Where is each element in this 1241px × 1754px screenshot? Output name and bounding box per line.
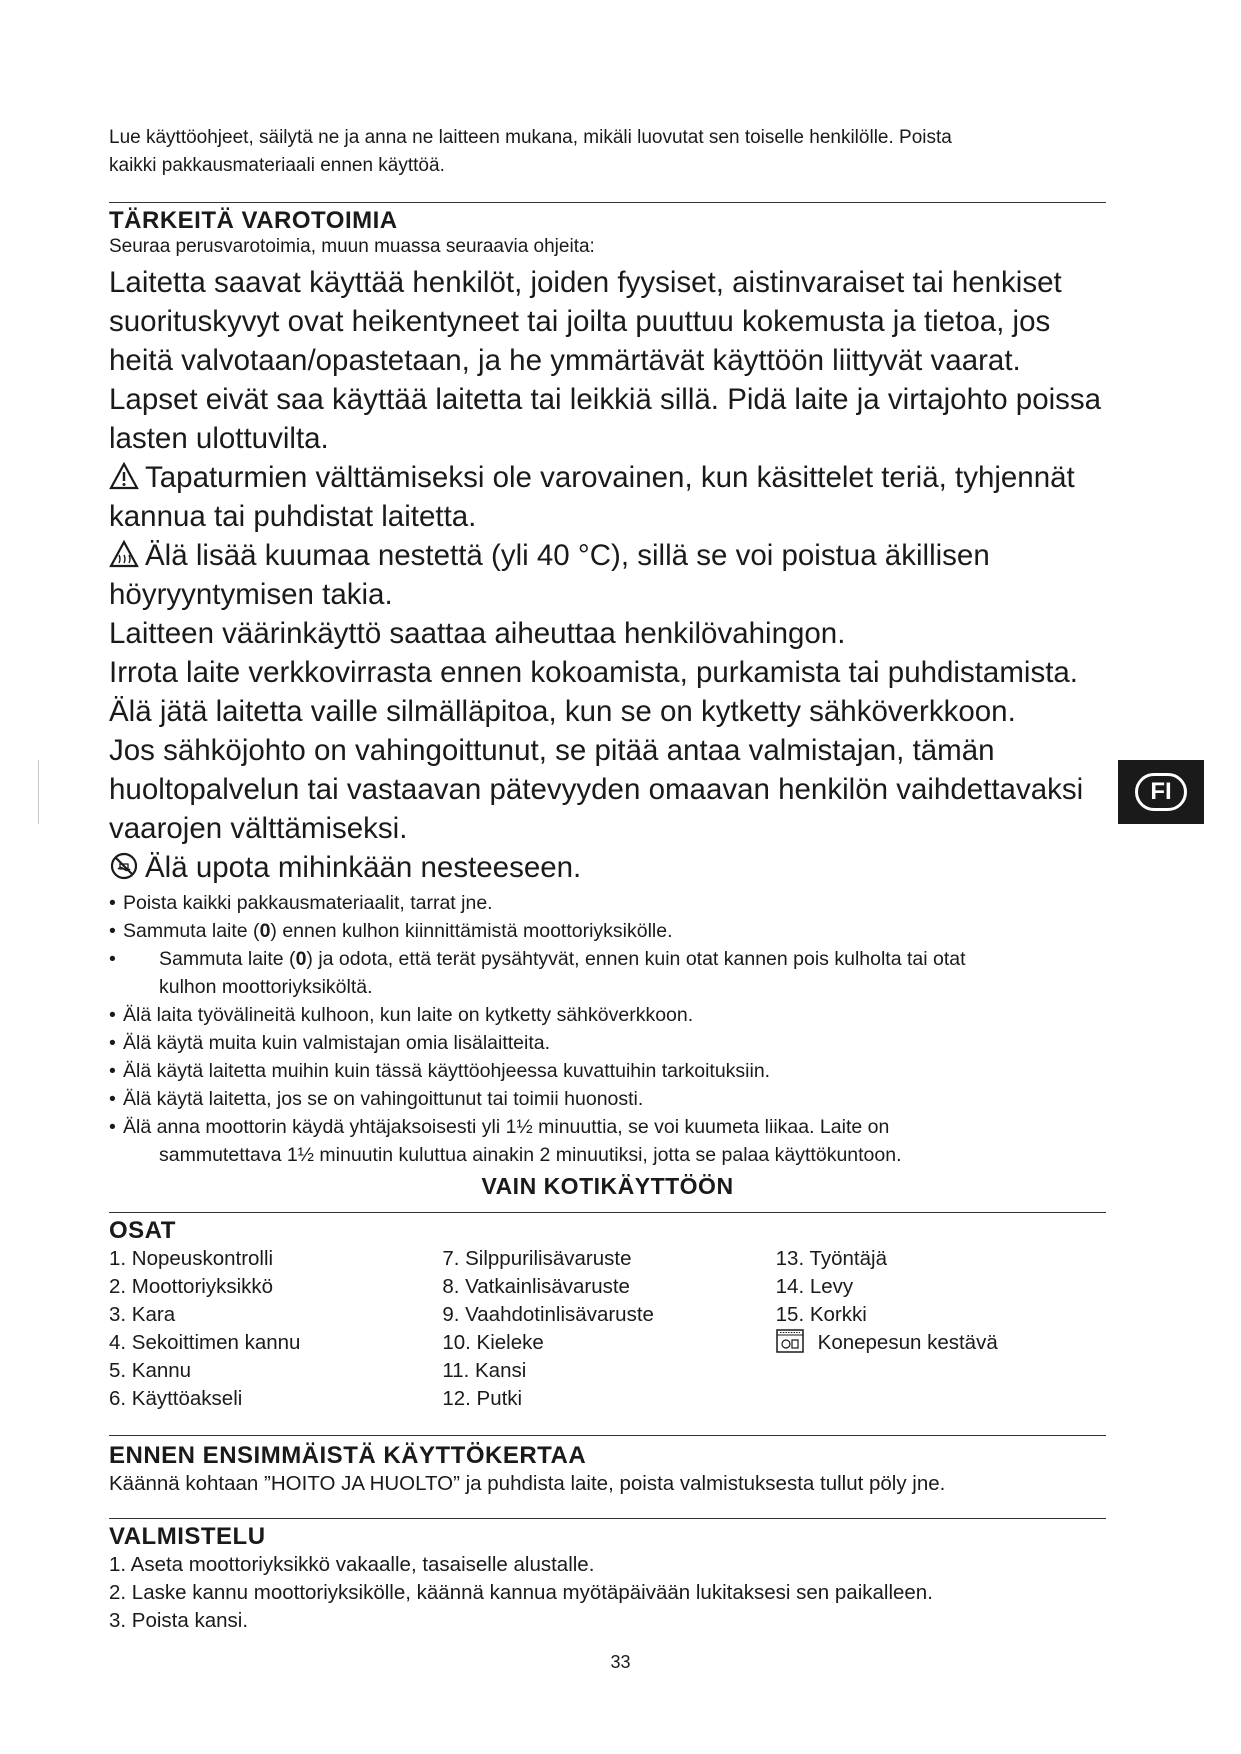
language-tab-badge	[1118, 760, 1204, 824]
safety-paragraph-1: Laitetta saavat käyttää henkilöt, joiden fyysiset, aistinvaraiset tai henkiset suorituskyvyt ovat heikentyneet tai joilta puuttuu kokemusta ja tietoa, jos heitä valvotaan/opastetaan, ja he ymmärtävät käyttöön liittyvät vaarat. Lapset eivät saa käyttää laitetta tai leikkiä sillä. Pidä laite ja virtajohto poissa lasten ulottuvilta.	[109, 266, 1102, 455]
divider	[109, 1212, 1106, 1213]
language-code: FI	[1135, 773, 1187, 811]
list-item: 10. Kieleke	[442, 1331, 544, 1354]
warning-triangle-icon	[109, 461, 139, 489]
safety-bullet-list	[109, 889, 1109, 1169]
preparation-step-1: 1. Aseta moottoriyksikkö vakaalle, tasaiselle alustalle.	[109, 1553, 595, 1576]
list-item: 8. Vatkainlisävaruste	[442, 1275, 630, 1298]
divider	[109, 1435, 1106, 1436]
intro-line-2: kaikki pakkausmateriaali ennen käyttöä.	[109, 155, 445, 176]
divider	[109, 202, 1106, 203]
divider	[109, 1518, 1106, 1519]
list-item: • Poista kaikki pakkausmateriaalit, tarrat jne.	[109, 889, 1109, 917]
list-item: 6. Käyttöakseli	[109, 1387, 243, 1410]
safety-paragraph-8	[109, 848, 1109, 887]
safety-paragraph-5: Irrota laite verkkovirrasta ennen kokoamista, purkamista tai puhdistamista.	[109, 656, 1079, 689]
list-item: • Sammuta laite (0) ennen kulhon kiinnittämistä moottoriyksikölle.	[109, 917, 1109, 945]
parts-column-3	[776, 1245, 1109, 1413]
intro-line-1: Lue käyttöohjeet, säilytä ne ja anna ne laitteen mukana, mikäli luovutat sen toiselle henkilölle. Poista	[109, 127, 952, 148]
parts-column-1	[109, 1245, 442, 1413]
list-item: 9. Vaahdotinlisävaruste	[442, 1303, 654, 1326]
hot-liquid-warning-icon	[109, 539, 139, 567]
list-item: 1. Nopeuskontrolli	[109, 1247, 274, 1270]
no-immersion-icon	[109, 851, 139, 879]
parts-column-2	[442, 1245, 775, 1413]
safety-paragraph-3-text: Älä lisää kuumaa nestettä (yli 40 °C), sillä se voi poistua äkillisen höyryyntymisen takia.	[109, 539, 990, 611]
list-item: 4. Sekoittimen kannu	[109, 1331, 301, 1354]
list-item: 3. Kara	[109, 1303, 176, 1326]
safety-paragraph-3	[109, 536, 1109, 614]
list-item: 2. Moottoriyksikkö	[109, 1275, 274, 1298]
list-item: • Älä käytä laitetta, jos se on vahingoittunut tai toimii huonosti.	[109, 1085, 1109, 1113]
list-item: Konepesun kestävä	[776, 1329, 1109, 1361]
list-item: • Sammuta laite (0) ja odota, että terät pysähtyvät, ennen kuin otat kannen pois kulholta tai otat kulhon moottoriyksiköltä.	[109, 945, 1109, 1001]
list-item: • Älä anna moottorin käydä yhtäjaksoisesti yli 1½ minuuttia, se voi kuumeta liikaa. Laite on sammutettava 1½ minuutin kuluttua ainakin 2 minuutiksi, jotta se palaa käyttökuntoon.	[109, 1113, 1109, 1169]
page-number: 33	[610, 1652, 631, 1672]
list-item: • Älä käytä muita kuin valmistajan omia lisälaitteita.	[109, 1029, 1109, 1057]
before-first-use-text: Käännä kohtaan ”HOITO JA HUOLTO” ja puhdista laite, poista valmistuksesta tullut pöly jne.	[109, 1472, 946, 1495]
margin-mark	[38, 760, 39, 824]
list-item: 5. Kannu	[109, 1359, 192, 1382]
before-first-use-heading: ENNEN ENSIMMÄISTÄ KÄYTTÖKERTAA	[109, 1442, 587, 1469]
safety-paragraph-4: Laitteen väärinkäyttö saattaa aiheuttaa henkilövahingon.	[109, 617, 846, 650]
safety-subheading: Seuraa perusvarotoimia, muun muassa seuraavia ohjeita:	[109, 236, 595, 257]
list-item: 14. Levy	[775, 1275, 854, 1298]
list-item: 13. Työntäjä	[775, 1247, 887, 1270]
list-item: 7. Silppurilisävaruste	[442, 1247, 632, 1270]
list-item: 15. Korkki	[775, 1303, 867, 1326]
safety-paragraph-6: Älä jätä laitetta vaille silmälläpitoa, kun se on kytketty sähköverkkoon.	[109, 695, 1016, 728]
safety-paragraph-7: Jos sähköjohto on vahingoittunut, se pitää antaa valmistajan, tämän huoltopalvelun tai vastaavan pätevyyden omaavan henkilön vaihdettavaksi vaarojen välttämiseksi.	[109, 734, 1084, 845]
list-item: 12. Putki	[442, 1387, 523, 1410]
dishwasher-safe-icon	[776, 1329, 804, 1361]
manual-page	[109, 124, 1109, 1635]
safety-heading: TÄRKEITÄ VAROTOIMIA	[109, 207, 398, 234]
preparation-step-2: 2. Laske kannu moottoriyksikölle, käännä kannua myötäpäivään lukitaksesi sen paikalleen.	[109, 1581, 933, 1604]
list-item: 11. Kansi	[442, 1359, 527, 1382]
safety-paragraph-2-text: Tapaturmien välttämiseksi ole varovainen, kun käsittelet teriä, tyhjennät kannua tai puhdistat laitetta.	[109, 461, 1075, 533]
list-item: • Älä laita työvälineitä kulhoon, kun laite on kytketty sähköverkkoon.	[109, 1001, 1109, 1029]
parts-heading: OSAT	[109, 1217, 176, 1244]
safety-paragraph-8-text: Älä upota mihinkään nesteeseen.	[145, 851, 582, 884]
parts-list	[109, 1245, 1109, 1413]
household-use-heading: VAIN KOTIKÄYTTÖÖN	[481, 1173, 734, 1199]
list-item: • Älä käytä laitetta muihin kuin tässä käyttöohjeessa kuvattuihin tarkoituksiin.	[109, 1057, 1109, 1085]
preparation-step-3: 3. Poista kansi.	[109, 1609, 249, 1632]
preparation-heading: VALMISTELU	[109, 1523, 266, 1550]
safety-paragraph-2	[109, 458, 1109, 536]
